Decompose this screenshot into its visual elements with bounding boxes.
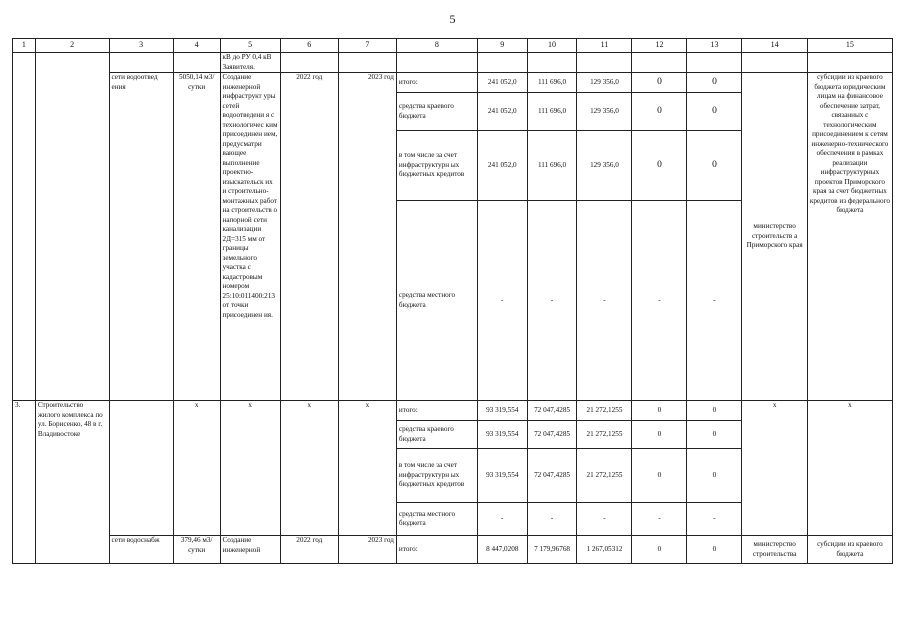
value-cell: - (632, 201, 687, 401)
value-cell: 1 267,05312 (577, 536, 632, 564)
value-cell: 0 (632, 536, 687, 564)
value-cell: 93 319,554 (477, 421, 527, 449)
value-cell: - (687, 503, 742, 536)
value-cell: - (632, 503, 687, 536)
value-cell: 72 047,4285 (527, 401, 577, 421)
header-cell: 7 (338, 39, 396, 53)
item-number: 3. (13, 401, 36, 564)
value-cell: - (577, 503, 632, 536)
x-mark: х (280, 401, 338, 536)
value-cell: 0 (632, 131, 687, 201)
value-cell: 111 696,0 (527, 93, 577, 131)
header-cell: 2 (35, 39, 109, 53)
value-cell: 93 319,554 (477, 449, 527, 503)
value-cell: 0 (632, 401, 687, 421)
value-cell: 0 (687, 73, 742, 93)
value-cell: 241 052,0 (477, 73, 527, 93)
header-cell: 12 (632, 39, 687, 53)
work-description: Создание инженерной инфраструкт уры сетей водоотведени я с технологичес ким присоединен ием, предусматри вающее выполнение проектно-изыскательск их и строительно-монтажных работ на строительств о напорной сети канализации 2Д=315 мм от границы земельного участка с кадастровым номером 25:10:011400:213 от точки присоединен ия. (220, 73, 280, 401)
value-cell: 0 (632, 449, 687, 503)
value-cell: 0 (632, 421, 687, 449)
budget-table (12, 38, 893, 564)
header-cell: 10 (527, 39, 577, 53)
cont-description: кВ до РУ 0,4 кВ Заявителя. (220, 53, 280, 73)
value-cell: 241 052,0 (477, 131, 527, 201)
finance-label: итого: (396, 73, 477, 93)
continuation-row (13, 53, 893, 73)
funding-note: субсидии из краевого бюджета (807, 536, 892, 564)
network-type: сети водоотвед ения (109, 73, 173, 401)
header-cell: 9 (477, 39, 527, 53)
value-cell: 0 (632, 93, 687, 131)
finance-label: средства краевого бюджета (396, 93, 477, 131)
value-cell: 129 356,0 (577, 131, 632, 201)
finance-label: итого: (396, 401, 477, 421)
network-type: сети водоснабж (109, 536, 173, 564)
value-cell: - (577, 201, 632, 401)
value-cell: 241 052,0 (477, 93, 527, 131)
value-cell: 93 319,554 (477, 401, 527, 421)
table-row (13, 401, 893, 421)
work-description: Создание инженерной (220, 536, 280, 564)
value-cell: 72 047,4285 (527, 449, 577, 503)
header-cell: 5 (220, 39, 280, 53)
header-cell: 15 (807, 39, 892, 53)
header-cell: 6 (280, 39, 338, 53)
header-cell: 4 (173, 39, 220, 53)
finance-label: в том числе за счет инфраструктурн ых бюджетных кредитов (396, 131, 477, 201)
value-cell: 7 179,96768 (527, 536, 577, 564)
value-cell: 0 (687, 131, 742, 201)
value-cell: 21 272,1255 (577, 421, 632, 449)
value-cell: 0 (687, 536, 742, 564)
value-cell: 0 (687, 449, 742, 503)
header-cell: 3 (109, 39, 173, 53)
object-name: Строительство жилого комплекса по ул. Борисенко, 48 в г. Владивостоке (35, 401, 109, 564)
capacity: 5050,14 м3/сутки (173, 73, 220, 401)
value-cell: 21 272,1255 (577, 401, 632, 421)
capacity: 379,46 м3/сутки (173, 536, 220, 564)
end-year: 2023 год (338, 73, 396, 401)
finance-label: средства краевого бюджета (396, 421, 477, 449)
table-row (13, 73, 893, 93)
table-row (13, 536, 893, 564)
start-year: 2022 год (280, 73, 338, 401)
value-cell: 0 (687, 93, 742, 131)
header-cell: 1 (13, 39, 36, 53)
start-year: 2022 год (280, 536, 338, 564)
x-mark: х (807, 401, 892, 536)
value-cell: - (527, 201, 577, 401)
value-cell: 8 447,0208 (477, 536, 527, 564)
header-row (13, 39, 893, 53)
value-cell: 111 696,0 (527, 131, 577, 201)
value-cell: 129 356,0 (577, 93, 632, 131)
value-cell: 0 (687, 401, 742, 421)
funding-note: субсидии из краевого бюджета юридическим лицам на финансовое обеспечение затрат, связанных с технологическим присоединением к сетям инженерно-технического обеспечения в рамках реализации инфраструктурных проектов Приморского края за счет бюджетных кредитов из федерального бюджета (807, 73, 892, 401)
header-cell: 14 (742, 39, 807, 53)
header-cell: 13 (687, 39, 742, 53)
value-cell: 0 (632, 73, 687, 93)
page-number: 5 (449, 12, 456, 26)
responsible-body: министерство строительства (742, 536, 807, 564)
finance-label: средства местного бюджета (396, 503, 477, 536)
responsible-body: министерство строительств а Приморского края (742, 73, 807, 401)
value-cell: 72 047,4285 (527, 421, 577, 449)
value-cell: - (527, 503, 577, 536)
x-mark: х (173, 401, 220, 536)
x-mark: х (742, 401, 807, 536)
x-mark: х (220, 401, 280, 536)
x-mark: х (338, 401, 396, 536)
finance-label: средства местного бюджета (396, 201, 477, 401)
value-cell: - (477, 503, 527, 536)
value-cell: - (687, 201, 742, 401)
finance-label: итого: (396, 536, 477, 564)
value-cell: 21 272,1255 (577, 449, 632, 503)
value-cell: - (477, 201, 527, 401)
value-cell: 129 356,0 (577, 73, 632, 93)
header-cell: 8 (396, 39, 477, 53)
value-cell: 0 (687, 421, 742, 449)
header-cell: 11 (577, 39, 632, 53)
value-cell: 111 696,0 (527, 73, 577, 93)
end-year: 2023 год (338, 536, 396, 564)
finance-label: в том числе за счет инфраструктурн ых бюджетных кредитов (396, 449, 477, 503)
